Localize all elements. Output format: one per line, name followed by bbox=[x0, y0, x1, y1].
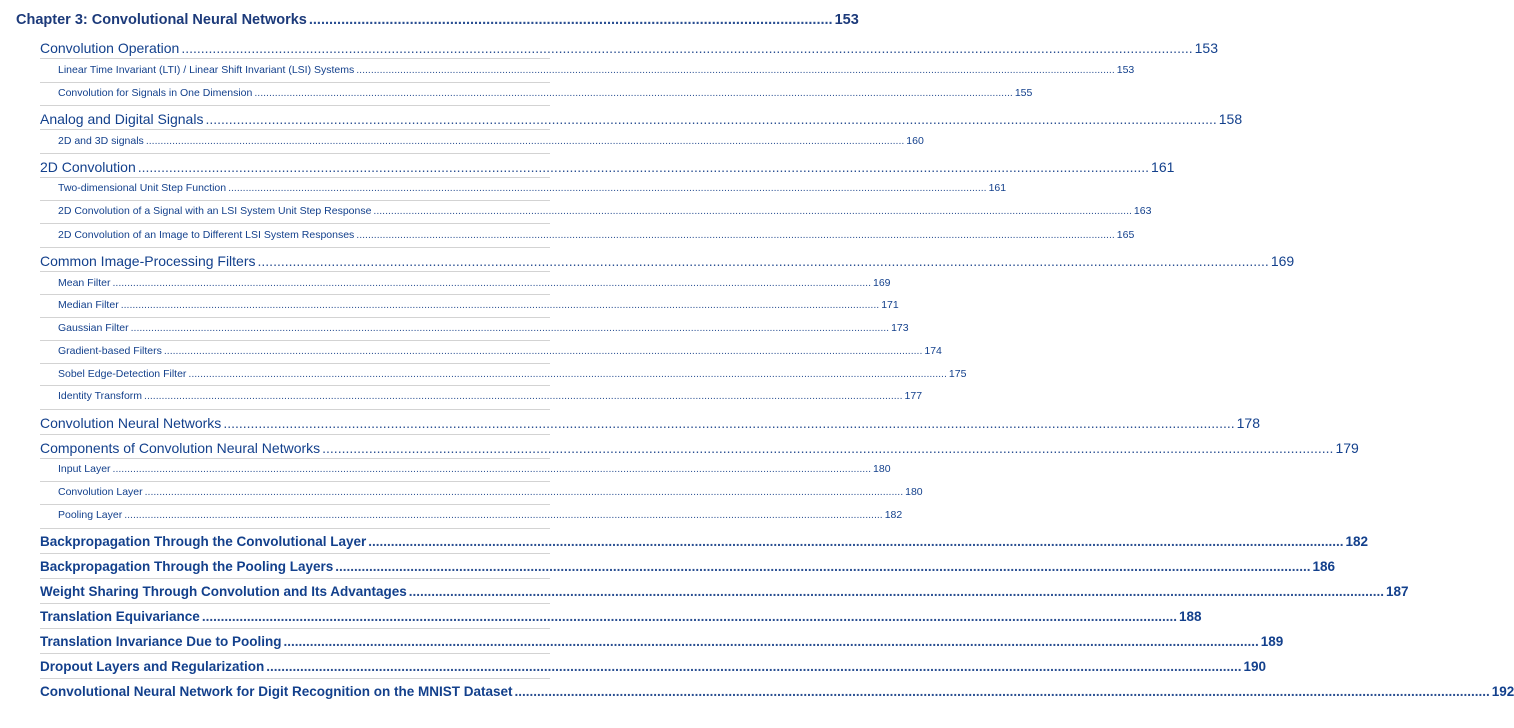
dot-leader: .................................................................................................................................................................................................................................................................... bbox=[201, 609, 1178, 624]
row-divider bbox=[40, 200, 550, 201]
dot-leader: .................................................................................................................................. bbox=[308, 12, 833, 28]
toc-entry-title: Gaussian Filter bbox=[58, 322, 129, 334]
row-divider bbox=[40, 553, 550, 554]
toc-subsection-entry[interactable] bbox=[58, 299, 899, 311]
row-divider bbox=[40, 177, 550, 178]
toc-entry-page: 175 bbox=[948, 368, 967, 380]
dot-leader: .................................................................................................................................................................................................................................................................... bbox=[130, 322, 890, 334]
dot-leader: .................................................................................................................................................................................................................................................................... bbox=[223, 415, 1235, 431]
toc-entry-title: Backpropagation Through the Pooling Layers bbox=[40, 559, 334, 574]
toc-subsection-entry[interactable] bbox=[58, 135, 924, 147]
row-divider bbox=[40, 409, 550, 410]
toc-entry-title: Gradient-based Filters bbox=[58, 345, 162, 357]
toc-entry-page: 188 bbox=[1179, 609, 1202, 624]
dot-leader: .................................................................................................................................................................................................................................................................... bbox=[205, 111, 1217, 127]
row-divider bbox=[40, 105, 550, 106]
toc-subsection-entry[interactable] bbox=[58, 182, 1007, 194]
toc-section-entry[interactable] bbox=[40, 111, 1243, 127]
toc-entry-title: Convolution Neural Networks bbox=[40, 415, 222, 431]
row-divider bbox=[40, 223, 550, 224]
toc-chapter-entry[interactable] bbox=[14, 12, 859, 28]
row-divider bbox=[40, 317, 550, 318]
toc-section-entry[interactable] bbox=[40, 559, 1336, 574]
row-divider bbox=[40, 58, 550, 59]
toc-entry-title: Linear Time Invariant (LTI) / Linear Shift Invariant (LSI) Systems bbox=[58, 64, 355, 76]
toc-entry-page: 178 bbox=[1236, 415, 1260, 431]
toc-section-entry[interactable] bbox=[40, 253, 1295, 269]
toc-entry-title: 2D Convolution of a Signal with an LSI System Unit Step Response bbox=[58, 205, 372, 217]
toc-entry-title: Translation Invariance Due to Pooling bbox=[40, 634, 282, 649]
toc-entry-page: 153 bbox=[1194, 40, 1218, 56]
dot-leader: .................................................................................................................................................................................................................................................................... bbox=[283, 634, 1259, 649]
toc-entry-page: 179 bbox=[1335, 440, 1359, 456]
toc-entry-page: 169 bbox=[1270, 253, 1295, 269]
toc-section-entry[interactable] bbox=[40, 684, 1514, 699]
toc-entry-title: Pooling Layer bbox=[58, 509, 123, 521]
row-divider bbox=[40, 340, 550, 341]
dot-leader: .................................................................................................................................................................................................................................................................... bbox=[145, 135, 905, 147]
dot-leader: .................................................................................................................................................................................................................................................................... bbox=[514, 684, 1490, 699]
toc-entry-page: 161 bbox=[1151, 159, 1175, 175]
dot-leader: .................................................................................................................................................................................................................................................................... bbox=[181, 40, 1193, 56]
toc-entry-title: 2D and 3D signals bbox=[58, 135, 144, 147]
toc-section-entry[interactable] bbox=[40, 159, 1175, 175]
row-divider bbox=[40, 363, 550, 364]
toc-section-entry[interactable] bbox=[40, 584, 1409, 599]
dot-leader: .................................................................................................................................................................................................................................................................... bbox=[112, 463, 872, 475]
toc-section-entry[interactable] bbox=[40, 659, 1267, 674]
dot-leader: .................................................................................................................................................................................................................................................................... bbox=[137, 159, 1150, 175]
toc-entry-page: 174 bbox=[924, 345, 942, 357]
toc-entry-title: Convolution for Signals in One Dimension bbox=[58, 87, 253, 99]
row-divider bbox=[40, 385, 550, 386]
toc-subsection-entry[interactable] bbox=[58, 345, 942, 357]
toc-entry-page: 171 bbox=[881, 299, 899, 311]
toc-entry-page: 182 bbox=[884, 509, 903, 521]
toc-entry-page: 160 bbox=[906, 135, 924, 147]
row-divider bbox=[40, 129, 550, 130]
toc-entry-page: 180 bbox=[873, 463, 891, 475]
dot-leader: .................................................................................................................................................................................................................................................................... bbox=[188, 368, 947, 380]
row-divider bbox=[40, 678, 550, 679]
dot-leader: .................................................................................................................................................................................................................................................................... bbox=[124, 509, 883, 521]
toc-section-entry[interactable] bbox=[40, 534, 1369, 549]
toc-section-entry[interactable] bbox=[40, 634, 1284, 649]
row-divider bbox=[40, 247, 550, 248]
toc-section-entry[interactable] bbox=[40, 609, 1202, 624]
toc-section-entry[interactable] bbox=[40, 40, 1218, 56]
row-divider bbox=[40, 82, 550, 83]
toc-entry-page: 153 bbox=[834, 12, 859, 28]
dot-leader: .................................................................................................................................................................................................................................................................... bbox=[335, 559, 1311, 574]
row-divider bbox=[40, 504, 550, 505]
toc-entry-title: 2D Convolution bbox=[40, 159, 136, 175]
dot-leader: .................................................................................................................................................................................................................................................................... bbox=[228, 182, 987, 194]
toc-entry-page: 163 bbox=[1133, 205, 1152, 217]
row-divider bbox=[40, 481, 550, 482]
toc-entry-title: Input Layer bbox=[58, 463, 111, 475]
toc-entry-title: Dropout Layers and Regularization bbox=[40, 659, 265, 674]
toc-entry-title: Two-dimensional Unit Step Function bbox=[58, 182, 227, 194]
toc-entry-title: Convolution Operation bbox=[40, 40, 180, 56]
toc-entry-title: Translation Equivariance bbox=[40, 609, 200, 624]
dot-leader: .................................................................................................................................................................................................................................................................... bbox=[368, 534, 1344, 549]
toc-entry-page: 165 bbox=[1116, 229, 1135, 241]
row-divider bbox=[40, 653, 550, 654]
toc-entry-page: 192 bbox=[1491, 684, 1514, 699]
dot-leader: .................................................................................................................................................................................................................................................................... bbox=[120, 299, 880, 311]
toc-subsection-entry[interactable] bbox=[58, 64, 1135, 76]
toc-entry-title: Convolutional Neural Network for Digit Recognition on the MNIST Dataset bbox=[40, 684, 513, 699]
toc-entry-title: Sobel Edge-Detection Filter bbox=[58, 368, 187, 380]
toc-entry-title: Identity Transform bbox=[58, 390, 143, 402]
dot-leader: .................................................................................................................................................................................................................................................................... bbox=[254, 87, 1013, 99]
dot-leader: .................................................................................................................................................................................................................................................................... bbox=[112, 277, 871, 289]
toc-subsection-entry[interactable] bbox=[58, 205, 1152, 217]
toc-entry-page: 177 bbox=[904, 390, 923, 402]
dot-leader: .................................................................................................................................................................................................................................................................... bbox=[163, 345, 923, 357]
row-divider bbox=[40, 528, 550, 529]
row-divider bbox=[40, 153, 550, 154]
toc-entry-page: 187 bbox=[1385, 584, 1409, 599]
dot-leader: .................................................................................................................................................................................................................................................................... bbox=[144, 390, 903, 402]
toc-section-entry[interactable] bbox=[40, 415, 1260, 431]
toc-section-entry[interactable] bbox=[40, 440, 1359, 456]
dot-leader: .................................................................................................................................................................................................................................................................... bbox=[257, 253, 1269, 269]
toc-entry-page: 169 bbox=[873, 277, 891, 289]
dot-leader: .................................................................................................................................................................................................................................................................... bbox=[322, 440, 1334, 456]
dot-leader: .................................................................................................................................................................................................................................................................... bbox=[373, 205, 1132, 217]
row-divider bbox=[40, 603, 550, 604]
toc-entry-title: Backpropagation Through the Convolutional Layer bbox=[40, 534, 367, 549]
toc-entry-title: Weight Sharing Through Convolution and Its Advantages bbox=[40, 584, 407, 599]
toc-entry-title: Mean Filter bbox=[58, 277, 111, 289]
toc-entry-page: 158 bbox=[1218, 111, 1243, 127]
dot-leader: .................................................................................................................................................................................................................................................................... bbox=[356, 229, 1115, 241]
toc-entry-title: 2D Convolution of an Image to Different LSI System Responses bbox=[58, 229, 355, 241]
toc-subsection-entry[interactable] bbox=[58, 486, 923, 498]
row-divider bbox=[40, 578, 550, 579]
toc-entry-title: Analog and Digital Signals bbox=[40, 111, 204, 127]
dot-leader: .................................................................................................................................................................................................................................................................... bbox=[144, 486, 904, 498]
row-divider bbox=[40, 628, 550, 629]
row-divider bbox=[40, 271, 550, 272]
row-divider bbox=[40, 434, 550, 435]
dot-leader: .................................................................................................................................................................................................................................................................... bbox=[266, 659, 1242, 674]
toc-entry-page: 190 bbox=[1243, 659, 1267, 674]
row-divider bbox=[40, 294, 550, 295]
toc-entry-title: Convolution Layer bbox=[58, 486, 143, 498]
toc-entry-page: 173 bbox=[891, 322, 909, 334]
toc-entry-title: Common Image-Processing Filters bbox=[40, 253, 256, 269]
toc-entry-page: 153 bbox=[1116, 64, 1135, 76]
toc-subsection-entry[interactable] bbox=[58, 390, 923, 402]
toc-subsection-entry[interactable] bbox=[58, 229, 1135, 241]
toc-entry-title: Chapter 3: Convolutional Neural Networks bbox=[16, 12, 307, 28]
toc-subsection-entry[interactable] bbox=[58, 322, 909, 334]
toc-entry-page: 186 bbox=[1312, 559, 1336, 574]
toc-entry-page: 155 bbox=[1014, 87, 1033, 99]
toc-entry-page: 180 bbox=[905, 486, 923, 498]
dot-leader: .................................................................................................................................................................................................................................................................... bbox=[408, 584, 1384, 599]
dot-leader: .................................................................................................................................................................................................................................................................... bbox=[356, 64, 1115, 76]
toc-entry-page: 182 bbox=[1345, 534, 1369, 549]
toc-subsection-entry[interactable] bbox=[58, 368, 967, 380]
toc-subsection-entry[interactable] bbox=[58, 463, 891, 475]
toc-entry-page: 161 bbox=[988, 182, 1007, 194]
toc-entry-page: 189 bbox=[1260, 634, 1284, 649]
toc-entry-title: Median Filter bbox=[58, 299, 119, 311]
toc-subsection-entry[interactable] bbox=[58, 277, 891, 289]
toc-subsection-entry[interactable] bbox=[58, 509, 903, 521]
row-divider bbox=[40, 458, 550, 459]
toc-subsection-entry[interactable] bbox=[58, 87, 1033, 99]
toc-entry-title: Components of Convolution Neural Networks bbox=[40, 440, 321, 456]
